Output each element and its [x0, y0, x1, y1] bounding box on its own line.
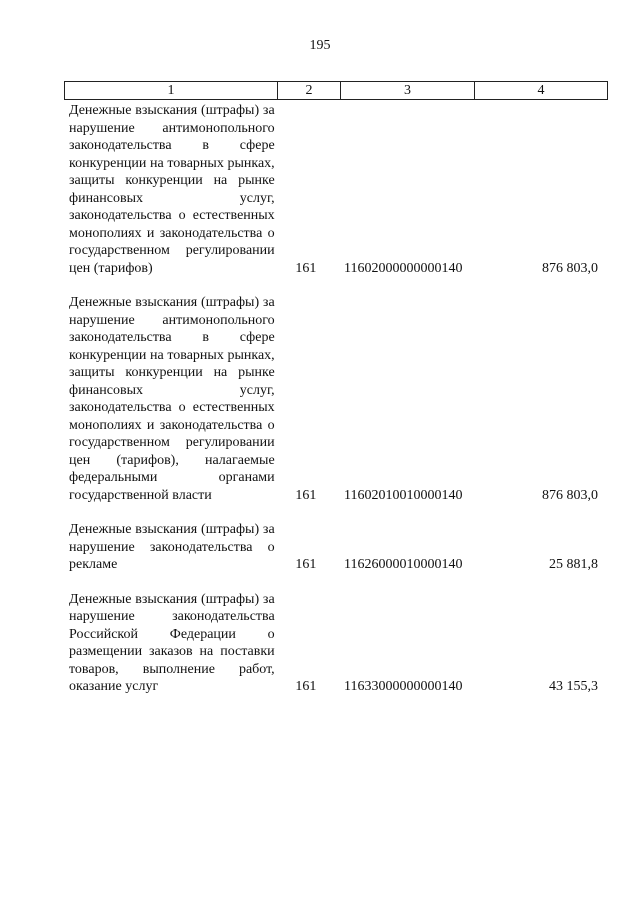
row-description: Денежные взыскания (штрафы) за нарушение законодательства Российской Федерации о размещении заказов на поставки товаров, выполнение работ, оказание услуг: [69, 591, 275, 694]
row-kbk-code: 11602000000000140: [343, 260, 463, 276]
row-amount: 25 881,8: [549, 557, 599, 572]
row-amount: 876 803,0: [542, 260, 599, 276]
row-admin-code: 161: [295, 557, 317, 572]
row-kbk-code: 11633000000000140: [343, 679, 463, 694]
row-admin-code: 161: [295, 487, 317, 503]
row-admin-code: 161: [295, 260, 317, 276]
row-description: Денежные взыскания (штрафы) за нарушение антимонопольного законодательства в сфере конкуренции на товарных рынках, защиты конкуренции на рынке финансовых услуг, законодательства о естественных монополиях и законодательства о государственном регулировании цен (тарифов), налагаемые федеральными органами государственной власти: [69, 295, 275, 503]
column-header-1: 1: [65, 82, 278, 99]
row-description: Денежные взыскания (штрафы) за нарушение антимонопольного законодательства в сфере конкуренции на товарных рынках, защиты конкуренции на рынке финансовых услуг, законодательства о естественных монополиях и законодательства о государственном регулировании цен (тарифов): [69, 103, 275, 276]
table-row: [64, 102, 608, 277]
row-description: Денежные взыскания (штрафы) за нарушение законодательства о рекламе: [69, 522, 275, 572]
table-row: [64, 294, 608, 504]
column-header-3: 3: [341, 82, 475, 99]
row-admin-code: 161: [295, 679, 317, 694]
row-amount: 43 155,3: [549, 679, 599, 694]
table-body: [64, 102, 608, 696]
column-header-4: 4: [537, 82, 545, 98]
row-kbk-code: 11602010010000140: [343, 487, 463, 503]
row-kbk-code: 11626000010000140: [343, 557, 463, 572]
column-header-2: 2: [278, 82, 341, 99]
table-row: [64, 591, 608, 696]
table-row: [64, 521, 608, 574]
row-amount: 876 803,0: [542, 487, 599, 503]
page-number: 195: [309, 38, 331, 53]
table-column-header: [64, 81, 608, 100]
